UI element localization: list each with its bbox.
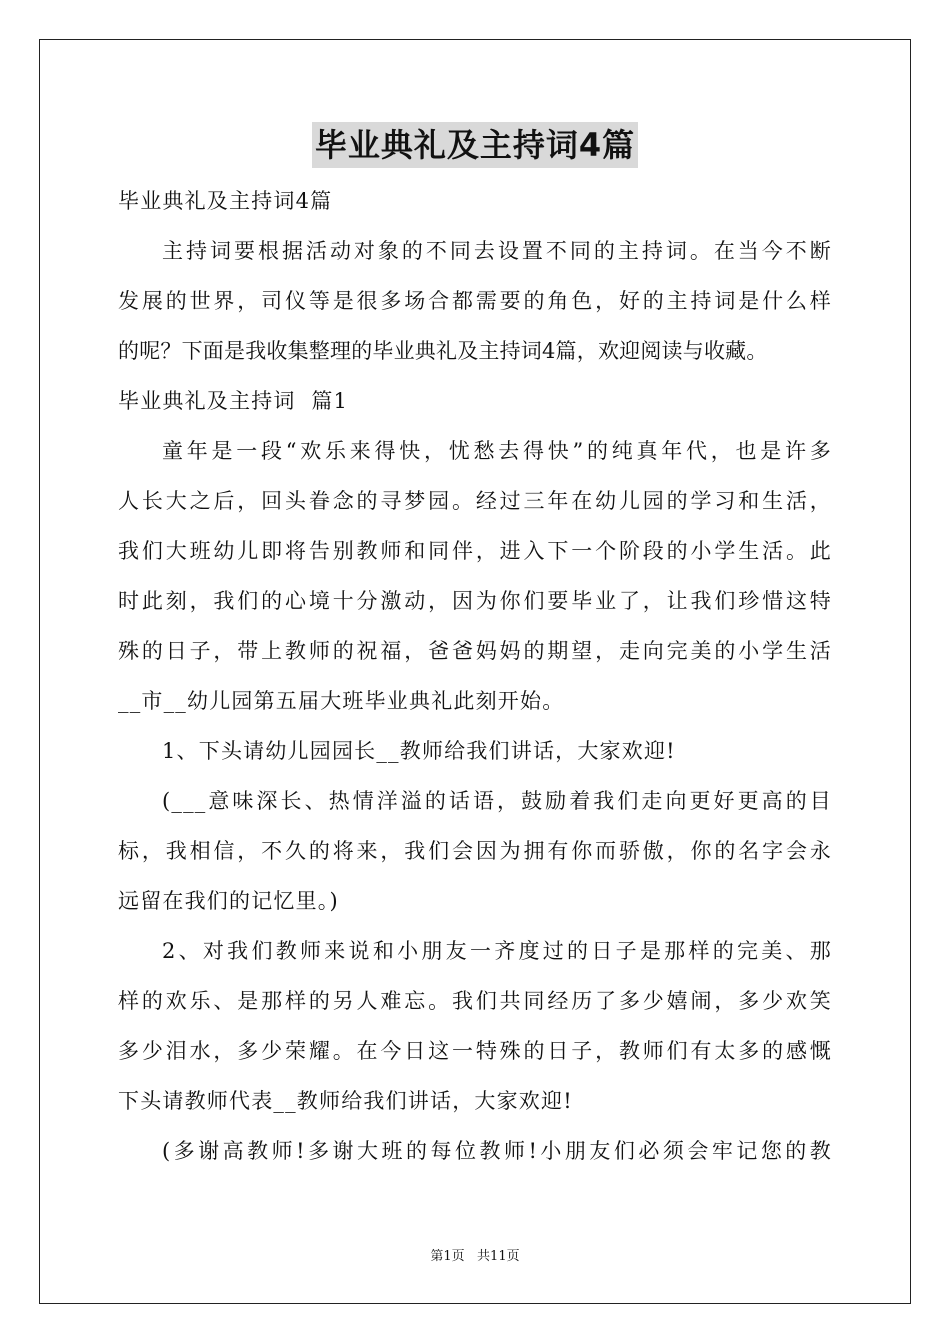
paragraph-line: 殊的日子，带上教师的祝福，爸爸妈妈的期望，走向完美的小学生活 — [118, 639, 832, 663]
paragraph-line: 标，我相信，不久的将来，我们会因为拥有你而骄傲，你的名字会永 — [118, 839, 832, 863]
paragraph-line: 时此刻，我们的心境十分激动，因为你们要毕业了，让我们珍惜这特 — [118, 589, 832, 613]
paragraph-line: 样的欢乐、是那样的另人难忘。我们共同经历了多少嬉闹，多少欢笑 — [118, 989, 832, 1013]
paragraph-line: (___意味深长、热情洋溢的话语，鼓励着我们走向更好更高的目 — [162, 789, 832, 813]
paragraph-line: 2、对我们教师来说和小朋友一齐度过的日子是那样的完美、那 — [162, 939, 832, 963]
page-footer: 第1页 共11页 — [430, 1249, 520, 1264]
paragraph-line: 人长大之后，回头眷念的寻梦园。经过三年在幼儿园的学习和生活， — [118, 489, 832, 513]
subtitle-line: 毕业典礼及主持词4篇 — [118, 189, 333, 213]
document-body — [118, 176, 832, 1176]
paragraph-line: 主持词要根据活动对象的不同去设置不同的主持词。在当今不断 — [162, 239, 832, 263]
paragraph-line: 1、下头请幼儿园园长__教师给我们讲话，大家欢迎! — [162, 739, 676, 763]
paragraph-line: __市__幼儿园第五届大班毕业典礼此刻开始。 — [118, 689, 565, 713]
paragraph-line: 多少泪水，多少荣耀。在今日这一特殊的日子，教师们有太多的感慨 — [118, 1039, 832, 1063]
paragraph-line: 远留在我们的记忆里。) — [118, 889, 339, 913]
title-wrapper — [0, 122, 950, 168]
paragraph-line: 的呢？下面是我收集整理的毕业典礼及主持词4篇，欢迎阅读与收藏。 — [118, 339, 768, 363]
paragraph-line: 下头请教师代表__教师给我们讲话，大家欢迎! — [118, 1089, 573, 1113]
paragraph-line: 发展的世界，司仪等是很多场合都需要的角色，好的主持词是什么样 — [118, 289, 832, 313]
paragraph-line: 童年是一段“欢乐来得快，忧愁去得快”的纯真年代，也是许多 — [162, 439, 832, 463]
document-title: 毕业典礼及主持词4篇 — [312, 122, 638, 168]
paragraph-line: (多谢高教师!多谢大班的每位教师!小朋友们必须会牢记您的教 — [162, 1139, 832, 1163]
paragraph-line: 我们大班幼儿即将告别教师和同伴，进入下一个阶段的小学生活。此 — [118, 539, 832, 563]
section-heading: 毕业典礼及主持词 篇1 — [118, 389, 349, 413]
